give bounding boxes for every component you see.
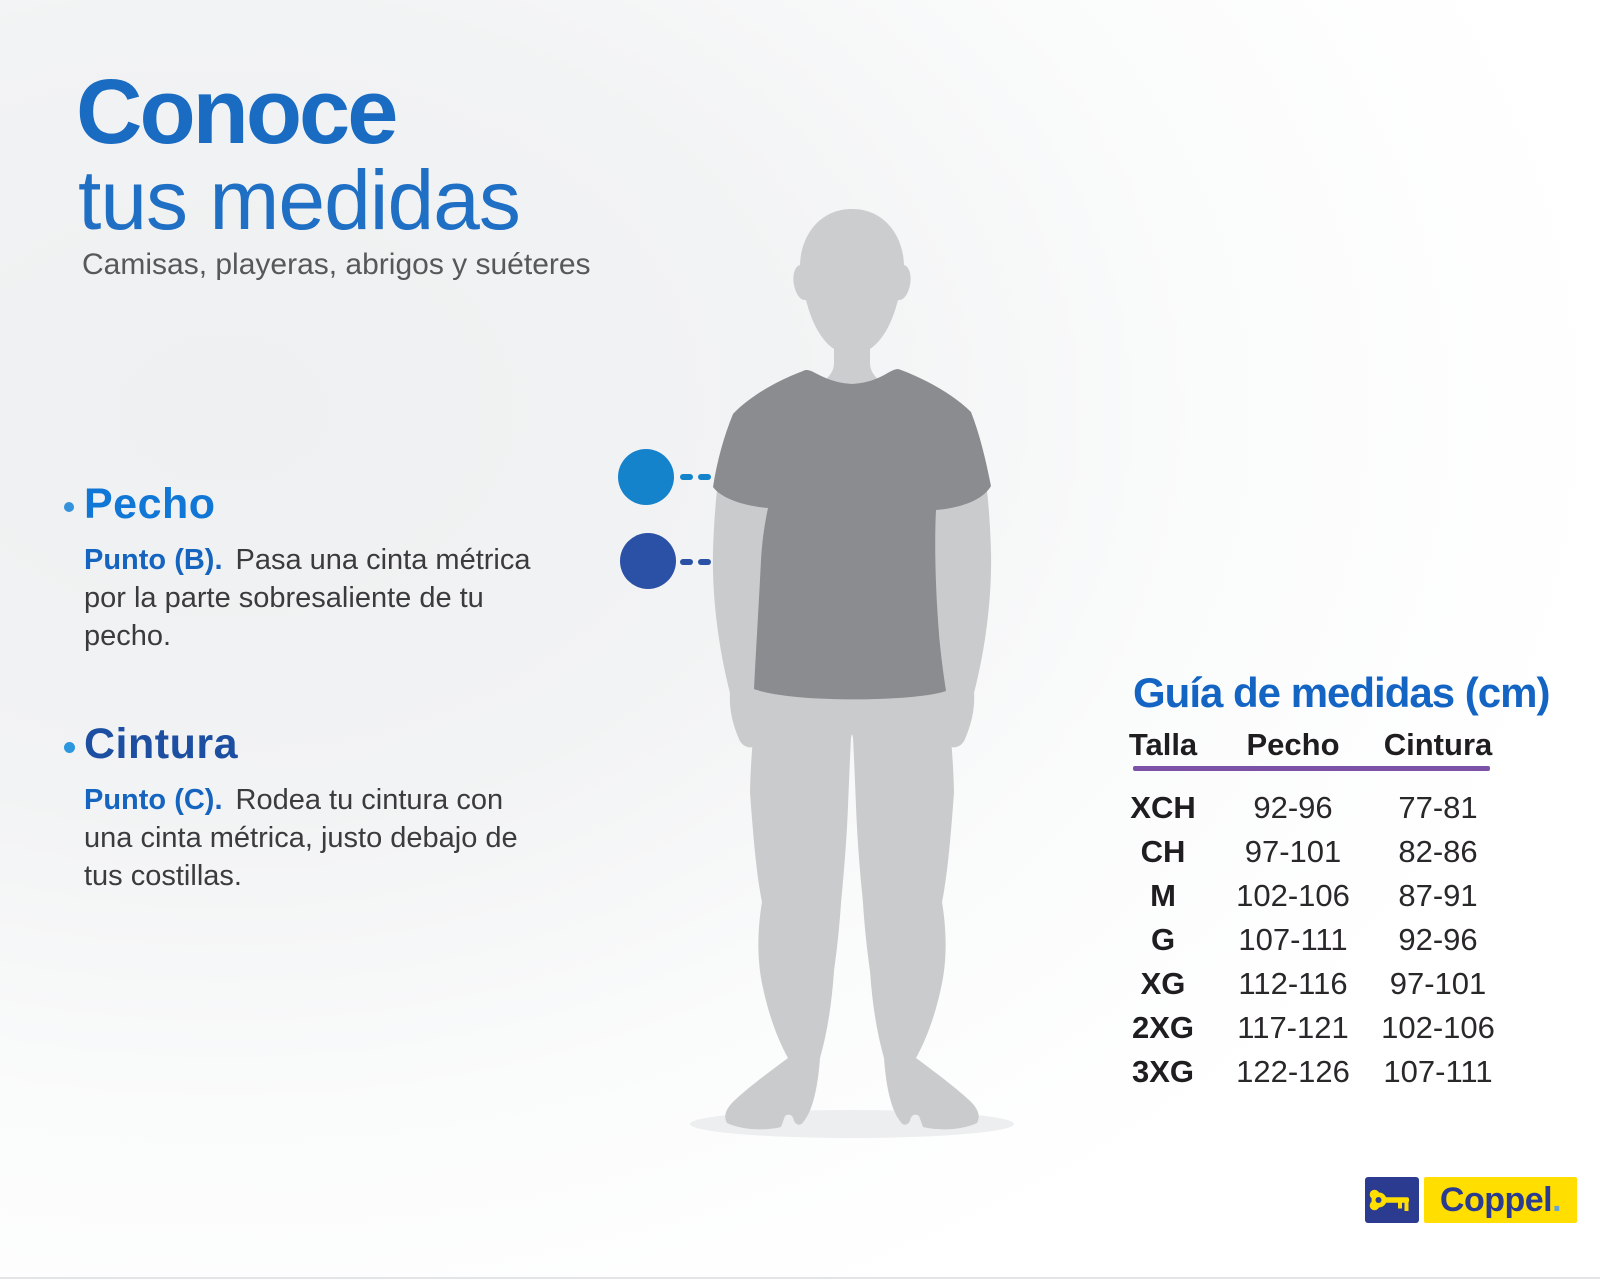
coppel-wordmark-box: [1424, 1177, 1577, 1223]
cell-talla: G: [1150, 922, 1176, 957]
cell-pecho: 102-106: [1236, 878, 1350, 913]
dash-icon: [698, 474, 711, 480]
cell-cintura: 97-101: [1389, 966, 1487, 1001]
cintura-bullet-icon: [64, 742, 75, 753]
cell-talla: M: [1150, 878, 1176, 913]
cintura-description-text: Rodea tu cintura con una cinta métrica, justo debajo de tus costillas.: [84, 784, 518, 892]
column-header-cintura: Cintura: [1383, 727, 1493, 762]
cell-pecho: 107-111: [1238, 922, 1348, 957]
cintura-point-label: Punto (C).: [84, 784, 223, 816]
cintura-heading: Cintura: [84, 720, 238, 768]
table-row: [1108, 1050, 1508, 1094]
brand-name: Coppel: [1439, 1181, 1553, 1219]
dash-icon: [680, 474, 693, 480]
page-title-line2: tus medidas: [78, 153, 520, 247]
size-table-body: [1108, 786, 1508, 1094]
size-table-header-row: [1108, 727, 1508, 763]
table-row: [1108, 918, 1508, 962]
dash-icon: [680, 559, 693, 565]
cell-pecho: 97-101: [1244, 834, 1342, 869]
cintura-description: [84, 781, 554, 895]
column-header-pecho: Pecho: [1246, 727, 1340, 762]
cell-talla: 3XG: [1131, 1054, 1195, 1089]
cell-pecho: 92-96: [1253, 790, 1333, 825]
page-title-line1: Conoce: [76, 61, 396, 163]
cell-pecho: 122-126: [1236, 1054, 1350, 1089]
cell-talla: XCH: [1130, 790, 1196, 825]
cell-cintura: 102-106: [1381, 1010, 1495, 1045]
column-header-talla: Talla: [1128, 727, 1198, 762]
cell-pecho: 117-121: [1237, 1010, 1349, 1045]
table-row: [1108, 1006, 1508, 1050]
cell-cintura: 87-91: [1398, 878, 1478, 913]
cell-talla: 2XG: [1131, 1010, 1195, 1045]
bottom-edge-line: [0, 1277, 1600, 1279]
table-row: [1108, 874, 1508, 918]
male-silhouette-figure: [640, 195, 1080, 1145]
dash-icon: [698, 559, 711, 565]
cell-cintura: 82-86: [1398, 834, 1478, 869]
pecho-bullet-icon: [64, 502, 74, 512]
cell-cintura: 92-96: [1398, 922, 1478, 957]
measurement-point-b-chest: [618, 449, 674, 505]
cell-talla: XG: [1140, 966, 1186, 1001]
size-table-title: Guía de medidas (cm): [1133, 669, 1550, 716]
table-row: [1108, 830, 1508, 874]
pecho-point-label: Punto (B).: [84, 544, 223, 576]
cell-talla: CH: [1140, 834, 1186, 869]
cell-cintura: 107-111: [1383, 1054, 1493, 1089]
cell-cintura: 77-81: [1398, 790, 1478, 825]
coppel-key-logo-box: [1365, 1177, 1419, 1223]
pecho-heading: Pecho: [84, 480, 216, 528]
coppel-wordmark: [1440, 1177, 1561, 1223]
pecho-description-text: Pasa una cinta métrica por la parte sobresaliente de tu pecho.: [84, 544, 531, 652]
table-row: [1108, 786, 1508, 830]
head-shape: [793, 209, 910, 390]
cell-pecho: 112-116: [1238, 966, 1348, 1001]
table-row: [1108, 962, 1508, 1006]
table-header-rule: [1133, 766, 1490, 771]
pecho-description: [84, 541, 554, 655]
brand-period: .: [1552, 1181, 1562, 1219]
page-subtitle: Camisas, playeras, abrigos y suéteres: [82, 248, 591, 281]
measurement-point-c-waist: [620, 533, 676, 589]
key-icon: [1365, 1177, 1419, 1223]
